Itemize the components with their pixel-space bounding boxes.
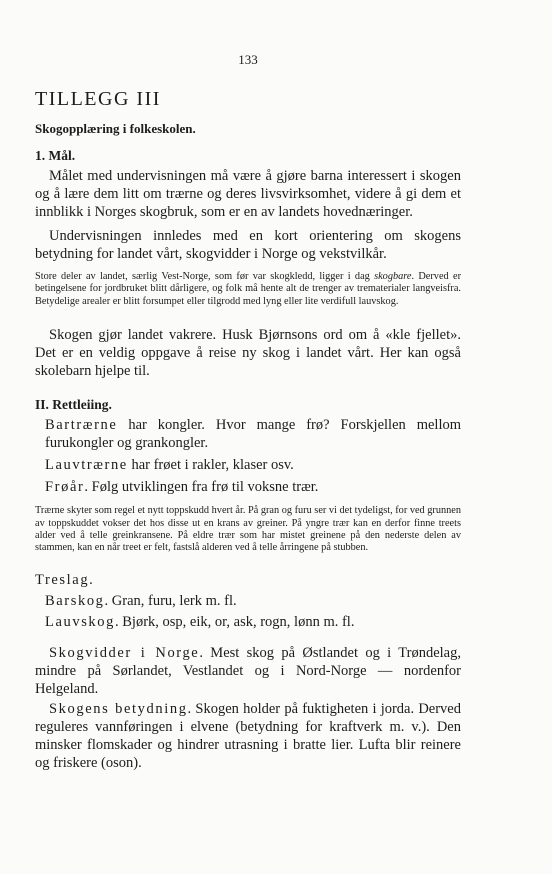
small-note-skogbare xyxy=(35,271,461,308)
small-note-text-b: . Derved er betingelsene for jordbruket blitt dårligere, og folk må hente alt de trenger av trematerialer langveisfra. Betydelige arealer er blitt forsumpet eller tilgrodd med lyng eller lite verdifull lauvskog. xyxy=(35,271,461,307)
paragraph-undervisning: Undervisningen innledes med en kort orientering om skogens betydning for landet vårt, skogvidder i Norge og vekstvilkår. xyxy=(35,228,461,262)
section-heading-rettleiing: II. Rettleiing. xyxy=(35,397,112,413)
chapter-subtitle: Skogopplæring i folkeskolen. xyxy=(35,121,196,136)
term-barskog: Barskog xyxy=(45,592,105,609)
small-note-emphasis: skogbare xyxy=(374,271,412,282)
small-note-toppskudd: Trærne skyter som regel et nytt toppskudd hvert år. På gran og furu ser vi det tydeligst, for ved grunnen av toppskuddet vokser det hos disse ut en krans av greiner. På yngre trær kan en derfor finne treets alder ved å telle greinkransene. På eldre trær som har mistet greinene på den nederste delen av stammen, kan en når treet er felt, fastslå alderen ved å telle årringene på stubben. xyxy=(35,505,462,554)
term-skogvidder: Skogvidder i Norge xyxy=(49,644,200,661)
term-lauvskog: Lauvskog xyxy=(45,613,115,630)
page-body xyxy=(35,148,461,772)
paragraph-barskog xyxy=(35,592,461,610)
text-lauvskog: . Bjørk, osp, eik, or, ask, rogn, lønn m. fl. xyxy=(115,613,355,630)
page-number: 133 xyxy=(238,52,258,67)
text-lauvtraerne: har frøet i rakler, klaser osv. xyxy=(127,457,294,474)
text-barskog: . Gran, furu, lerk m. fl. xyxy=(104,592,237,609)
paragraph-froar xyxy=(35,478,461,496)
chapter-title: TILLEGG III xyxy=(35,88,161,110)
text-bartraerne: har kongler. Hvor mange frø? Forskjellen mellom furukongler og grankongler. xyxy=(45,417,461,452)
paragraph-lauvskog xyxy=(35,613,461,631)
heading-treslag: Treslag. xyxy=(35,571,95,588)
paragraph-skogvidder xyxy=(35,644,461,698)
paragraph-skogens-betydning xyxy=(35,700,461,772)
term-skogens-betydning: Skogens betydning xyxy=(49,700,188,717)
text-froar: . Følg utviklingen fra frø til voksne trær. xyxy=(84,479,319,496)
section-heading-mal: 1. Mål. xyxy=(35,148,76,163)
paragraph-skogen-vakrere: Skogen gjør landet vakrere. Husk Bjørnsons ord om å «kle fjellet». Det er en veldig oppgave å reise ny skog i landet vårt. Her kan også skolebarn hjelpe til. xyxy=(35,327,461,380)
term-froar: Frøår xyxy=(45,479,85,496)
term-bartraerne: Bartrærne xyxy=(45,417,118,434)
term-lauvtraerne: Lauvtrærne xyxy=(45,457,128,474)
text-skogvidder: . Mest skog på Østlandet og i Trøndelag, mindre på Sørlandet, Vestlandet og i Nord-Norge — nordenfor Helgeland. xyxy=(35,644,461,697)
small-note-text-a: Store deler av landet, særlig Vest-Norge, som før var skogkledd, ligger i dag xyxy=(35,271,375,282)
text-skogens-betydning: . Skogen holder på fuktigheten i jorda. Derved reguleres vannføringen i elvene (betydning for kraftverk m. v.). Den minsker flomskader og hindrer utrasning i bratte lier. Lufta blir reinere og friskere (oson). xyxy=(35,700,461,771)
paragraph-lauvtraerne xyxy=(35,456,461,474)
paragraph-mal: Målet med undervisningen må være å gjøre barna interessert i skogen og å lære dem litt om trærne og deres livsvirksomhet, videre å gi dem et innblikk i Norges skogbruk, som er en av landets hovednæringer. xyxy=(35,168,461,220)
paragraph-bartraerne xyxy=(35,416,461,452)
